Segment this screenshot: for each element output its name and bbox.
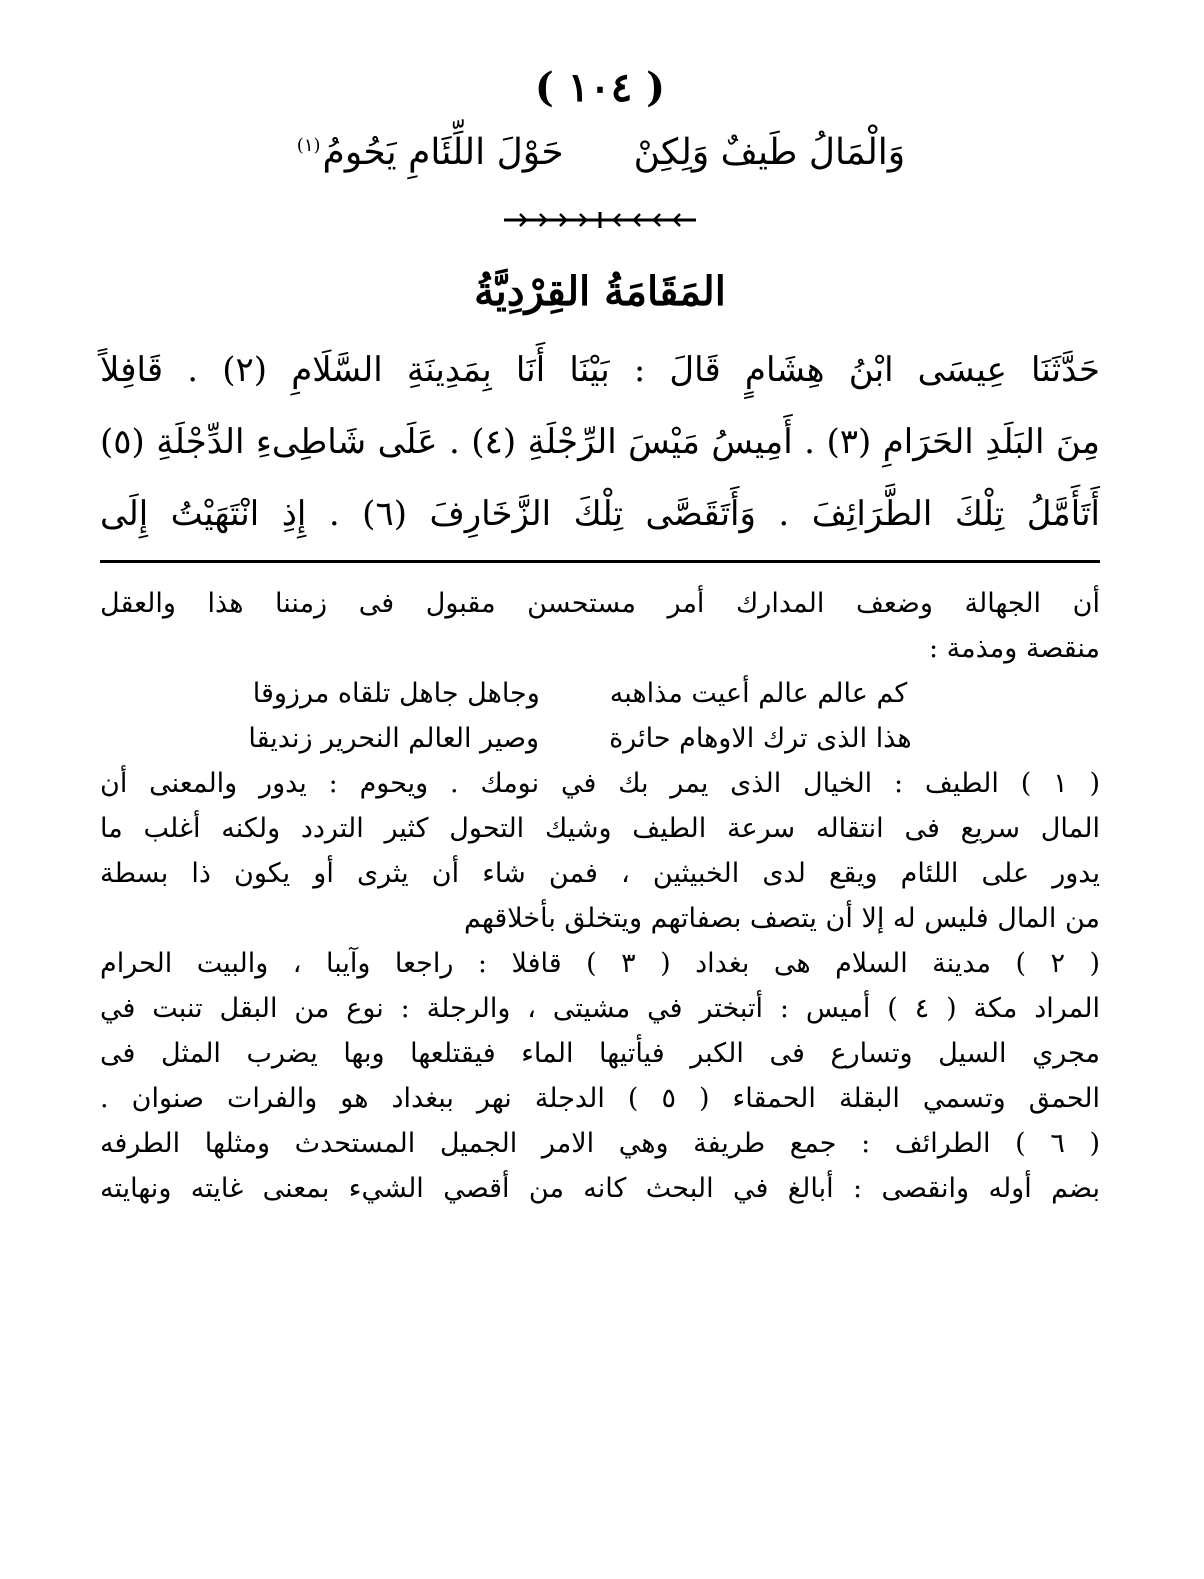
footnote-line: ( ٢ ) مدينة السلام هى بغداد ( ٣ ) قافلا : راجعا وآيبا ، والبيت الحرام — [100, 948, 1100, 979]
main-text-line: حَدَّثَنَا عِيسَى ابْنُ هِشَامٍ قَالَ : بَيْنَا أَنَا بِمَدِينَةِ السَّلَامِ (٢) . قَافِلاً — [100, 350, 1100, 390]
poem-verse — [100, 716, 1100, 761]
footnotes-section — [100, 581, 1100, 1211]
opening-verse — [100, 128, 1100, 188]
poem-hemistich-right: كم عالم عالم أعيت مذاهبه — [609, 678, 908, 709]
note-intro-line: منقصة ومذمة : — [928, 633, 1100, 664]
verse-hemistich-right: وَالْمَالُ طَيفٌ وَلِكِنْ — [633, 132, 906, 173]
page-number: ( ١٠٤ ) — [534, 64, 666, 111]
poem-verse — [100, 671, 1100, 716]
main-text-line: مِنَ البَلَدِ الحَرَامِ (٣) . أَمِيسُ مَيْسَ الرِّجْلَةِ (٤) . عَلَى شَاطِىءِ الدِّجْلَةِ (٥) — [100, 422, 1100, 462]
main-text-line: أَتَأَمَّلُ تِلْكَ الطَّرَائِفَ . وَأَتَقَصَّى تِلْكَ الزَّخَارِفَ (٦) . إِذِ انْتَهَيْتُ إِلَى — [100, 494, 1101, 534]
poem-hemistich-left: وصير العالم النحرير زنديقا — [248, 723, 540, 754]
book-page — [100, 60, 1100, 1540]
ornament-divider — [100, 210, 1100, 234]
footnote-divider — [100, 560, 1100, 563]
footnote-line: يدور على اللئام ويقع لدى الخبيثين ، فمن شاء أن يثرى أو يكون ذا بسطة — [100, 858, 1100, 889]
footnote-line: المراد مكة ( ٤ ) أميس : أتبختر في مشيتى ، والرجلة : نوع من البقل تنبت في — [100, 993, 1101, 1024]
poem-hemistich-right: هذا الذى ترك الاوهام حائرة — [609, 723, 912, 754]
note-intro-line: أن الجهالة وضعف المدارك أمر مستحسن مقبول فى زمننا هذا والعقل — [100, 588, 1100, 619]
footnote-line: ( ٦ ) الطرائف : جمع طريفة وهي الامر الجميل المستحدث ومثلها الطرفه — [100, 1128, 1100, 1159]
footnote-line: مجري السيل وتسارع فى الكبر فيأتيها الماء فيقتلعها وبها يضرب المثل فى — [100, 1038, 1100, 1069]
footnote-line: بضم أوله وانقصى : أبالغ في البحث كانه من أقصي الشيء بمعنى غايته ونهايته — [100, 1173, 1100, 1204]
footnote-ref-1: (١) — [296, 135, 321, 156]
footnote-line: من المال فليس له إلا أن يتصف بصفاتهم ويتخلق بأخلاقهم — [463, 903, 1100, 934]
ornament-divider-icon — [500, 210, 700, 230]
poem-hemistich-left: وجاهل جاهل تلقاه مرزوقا — [252, 678, 540, 709]
verse-hemistich-left-text: حَوْلَ اللِّئَامِ يَحُومُ — [322, 132, 564, 173]
maqama-title: المَقَامَةُ القِرْدِيَّةُ — [474, 268, 726, 315]
footnote-line: الحمق وتسمي البقلة الحمقاء ( ٥ ) الدجلة نهر ببغداد هو والفرات صنوان . — [100, 1083, 1100, 1114]
footnote-line: المال سريع فى انتقاله سرعة الطيف وشيك التحول كثير التردد ولكنه أغلب ما — [100, 813, 1100, 844]
verse-hemistich-left — [295, 128, 564, 188]
footnote-line: ( ١ ) الطيف : الخيال الذى يمر بك في نومك . ويحوم : يدور والمعنى أن — [100, 768, 1100, 799]
main-text — [100, 334, 1100, 550]
